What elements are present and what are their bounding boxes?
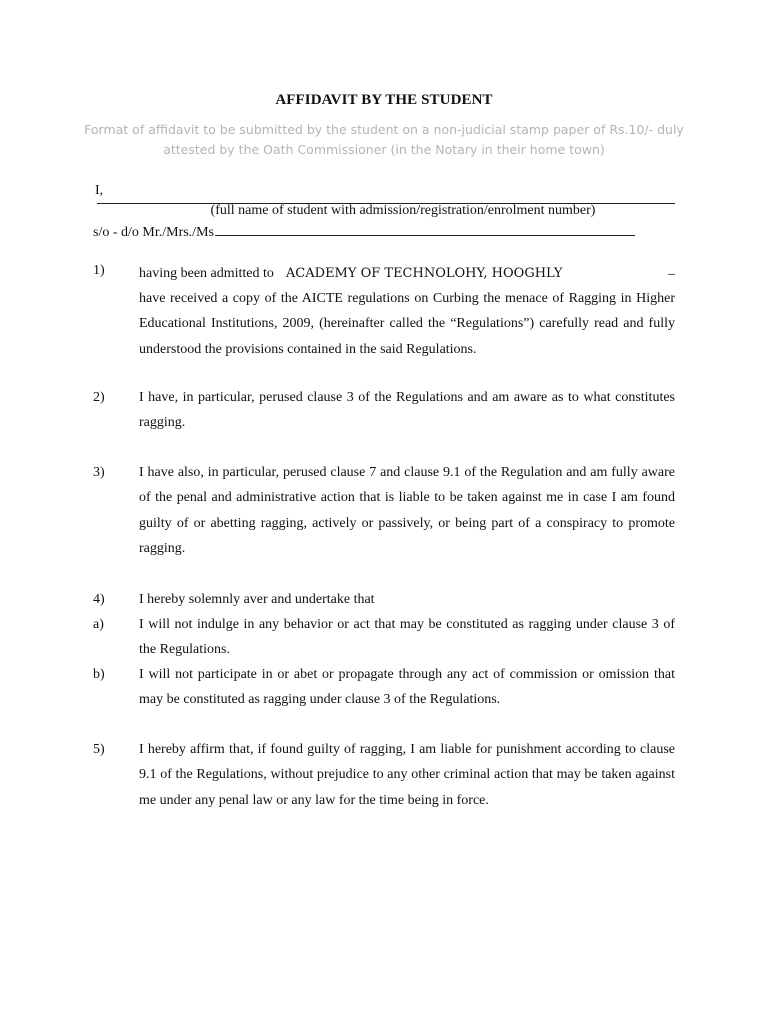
clause-b: I will not participate in or abet or propagate through any act of commission or omission that may be constituted as ragging under clause 3 of the Regulations. [139, 667, 675, 708]
clause-1-lead-line [139, 261, 675, 286]
parent-line [93, 225, 635, 241]
clause-1-trailing-mark: _ [668, 262, 675, 277]
name-caption: (full name of student with admission/registration/enrolment number) [210, 203, 596, 218]
format-note: Format of affidavit to be submitted by the student on a non-judicial stamp paper of Rs.10/- duly attested by the Oath Commissioner (in the Notary in their home town) [84, 122, 684, 157]
clause-5: I hereby affirm that, if found guilty of ragging, I am liable for punishment according to clause 9.1 of the Regulations, without prejudice to any other criminal action that may be taken against me under any penal law or any law for the time being in force. [139, 742, 675, 808]
parent-prefix: s/o - d/o Mr./Mrs./Ms [93, 225, 214, 240]
clause-number: b) [93, 667, 105, 682]
clause-a: I will not indulge in any behavior or act that may be constituted as ragging under clause 3 of the Regulations. [139, 617, 675, 658]
clause-1 [139, 261, 675, 362]
clause-number: 3) [93, 465, 105, 480]
clause-1-text: have received a copy of the AICTE regulations on Curbing the menace of Ragging in Higher Educational Institutions, 2009, (hereinafter called the “Regulations”) carefully read and fully understood the provisions contained in the said Regulations. [139, 291, 675, 357]
clause-4: I hereby solemnly aver and undertake that [139, 592, 375, 607]
parent-blank-line [215, 235, 635, 236]
clause-3: I have also, in particular, perused clause 7 and clause 9.1 of the Regulation and am fully aware of the penal and administrative action that is liable to be taken against me in case I am found guilty of or abetting ragging, actively or passively, or being part of a conspiracy to promote ragging. [139, 465, 675, 556]
clause-number: 2) [93, 390, 105, 405]
clause-1-lead: having been admitted to [139, 266, 274, 281]
clause-number: 1) [93, 263, 105, 278]
clause-number: a) [93, 617, 104, 632]
clause-number: 5) [93, 742, 105, 757]
clause-2: I have, in particular, perused clause 3 of the Regulations and am aware as to what constitutes ragging. [139, 390, 675, 431]
institution-name: ACADEMY OF TECHNOLOHY, HOOGHLY [285, 266, 563, 281]
name-prefix: I, [95, 183, 104, 198]
clause-number: 4) [93, 592, 105, 607]
document-title: AFFIDAVIT BY THE STUDENT [275, 92, 493, 108]
